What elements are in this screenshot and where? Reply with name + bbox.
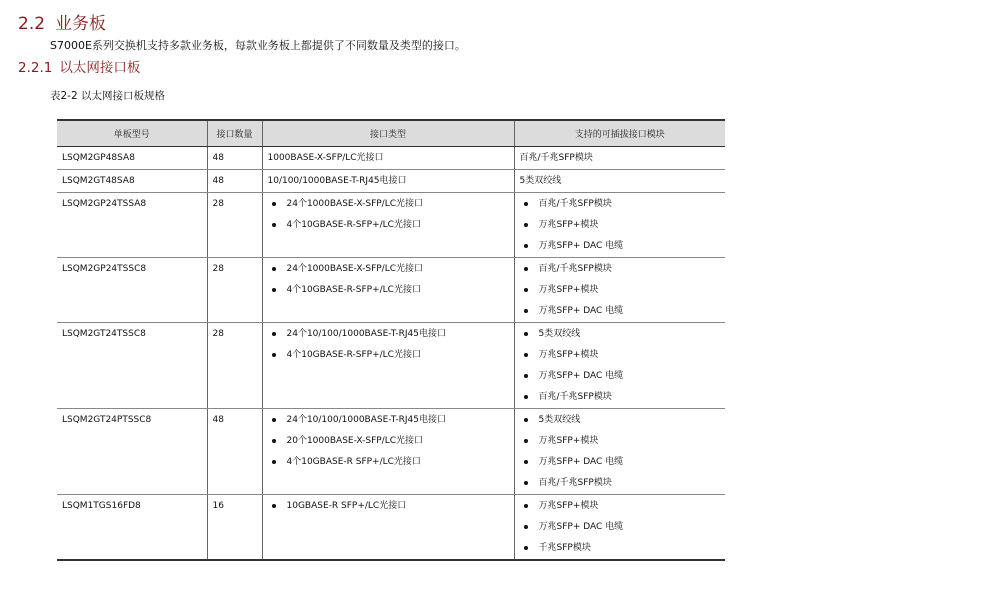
cell-modules: [514, 495, 725, 561]
cell-port-count: 28: [207, 258, 262, 323]
header-port-type: 接口类型: [262, 120, 514, 147]
cell-model: LSQM2GP24TSSA8: [57, 193, 207, 258]
module-list: [520, 501, 726, 554]
cell-modules: [514, 323, 725, 409]
subsection-heading: [18, 56, 140, 76]
module-item: 万兆SFP+模块: [520, 501, 726, 512]
port-type-list: [268, 329, 514, 361]
port-type-list: [268, 501, 514, 512]
section-title: 业务板: [55, 14, 107, 34]
module-item: 万兆SFP+ DAC 电缆: [520, 306, 726, 317]
module-item: 万兆SFP+ DAC 电缆: [520, 371, 726, 382]
subsection-title: 以太网接口板: [59, 60, 141, 76]
table-row: [57, 170, 725, 193]
cell-port-type: [262, 495, 514, 561]
module-item: 百兆/千兆SFP模块: [520, 199, 726, 210]
cell-modules: [514, 170, 725, 193]
port-type-item: 4个10GBASE-R-SFP+/LC光接口: [268, 350, 514, 361]
table-row: [57, 193, 725, 258]
module-item: 万兆SFP+模块: [520, 436, 726, 447]
port-type-item: 24个10/100/1000BASE-T-RJ45电接口: [268, 329, 514, 340]
table-caption: 表2-2 以太网接口板规格: [50, 90, 165, 102]
intro-paragraph: S7000E系列交换机支持多款业务板，每款业务板上都提供了不同数量及类型的接口。: [50, 39, 466, 52]
module-item: 万兆SFP+模块: [520, 220, 726, 231]
cell-port-type: [262, 147, 514, 170]
subsection-number: 2.2.1: [18, 60, 53, 76]
cell-port-count: 48: [207, 147, 262, 170]
cell-model: LSQM2GT24PTSSC8: [57, 409, 207, 495]
cell-modules: [514, 193, 725, 258]
table-body: [57, 147, 725, 561]
port-type-item: 20个1000BASE-X-SFP/LC光接口: [268, 436, 514, 447]
module-item: 5类双绞线: [520, 329, 726, 340]
port-type-item: 4个10GBASE-R-SFP+/LC光接口: [268, 285, 514, 296]
module-item: 5类双绞线: [520, 415, 726, 426]
module-text: 5类双绞线: [519, 176, 562, 186]
module-list: [520, 329, 726, 403]
cell-modules: [514, 258, 725, 323]
cell-model: LSQM2GP48SA8: [57, 147, 207, 170]
ethernet-board-spec-table: [57, 119, 725, 561]
cell-port-type: [262, 193, 514, 258]
module-list: [520, 415, 726, 489]
header-model: 单板型号: [57, 120, 207, 147]
table-header-row: [57, 120, 725, 147]
table-row: [57, 258, 725, 323]
port-type-item: 24个1000BASE-X-SFP/LC光接口: [268, 199, 514, 210]
header-modules: 支持的可插拔接口模块: [514, 120, 725, 147]
module-item: 万兆SFP+ DAC 电缆: [520, 522, 726, 533]
table-row: [57, 495, 725, 561]
cell-port-type: [262, 258, 514, 323]
cell-model: LSQM2GT48SA8: [57, 170, 207, 193]
section-number: 2.2: [18, 14, 46, 34]
cell-port-type: [262, 170, 514, 193]
cell-port-type: [262, 323, 514, 409]
port-type-item: 24个10/100/1000BASE-T-RJ45电接口: [268, 415, 514, 426]
table-row: [57, 323, 725, 409]
section-heading: [18, 9, 106, 34]
cell-modules: [514, 147, 725, 170]
module-item: 万兆SFP+模块: [520, 285, 726, 296]
module-item: 万兆SFP+模块: [520, 350, 726, 361]
port-type-text: 10/100/1000BASE-T-RJ45电接口: [267, 176, 407, 186]
port-type-text: 1000BASE-X-SFP/LC光接口: [267, 153, 384, 163]
port-type-list: [268, 199, 514, 231]
cell-port-count: 28: [207, 323, 262, 409]
module-item: 千兆SFP模块: [520, 543, 726, 554]
cell-model: LSQM2GT24TSSC8: [57, 323, 207, 409]
cell-port-count: 48: [207, 409, 262, 495]
cell-port-count: 48: [207, 170, 262, 193]
module-list: [520, 264, 726, 317]
module-item: 万兆SFP+ DAC 电缆: [520, 457, 726, 468]
port-type-item: 10GBASE-R SFP+/LC光接口: [268, 501, 514, 512]
port-type-item: 4个10GBASE-R-SFP+/LC光接口: [268, 220, 514, 231]
port-type-item: 4个10GBASE-R SFP+/LC光接口: [268, 457, 514, 468]
table-row: [57, 147, 725, 170]
module-list: [520, 199, 726, 252]
module-item: 万兆SFP+ DAC 电缆: [520, 241, 726, 252]
module-text: 百兆/千兆SFP模块: [519, 153, 593, 163]
cell-model: LSQM1TGS16FD8: [57, 495, 207, 561]
cell-port-count: 16: [207, 495, 262, 561]
port-type-list: [268, 415, 514, 468]
header-port-count: 接口数量: [207, 120, 262, 147]
cell-modules: [514, 409, 725, 495]
module-item: 百兆/千兆SFP模块: [520, 392, 726, 403]
port-type-list: [268, 264, 514, 296]
cell-port-type: [262, 409, 514, 495]
cell-port-count: 28: [207, 193, 262, 258]
cell-model: LSQM2GP24TSSC8: [57, 258, 207, 323]
module-item: 百兆/千兆SFP模块: [520, 264, 726, 275]
port-type-item: 24个1000BASE-X-SFP/LC光接口: [268, 264, 514, 275]
module-item: 百兆/千兆SFP模块: [520, 478, 726, 489]
table-row: [57, 409, 725, 495]
